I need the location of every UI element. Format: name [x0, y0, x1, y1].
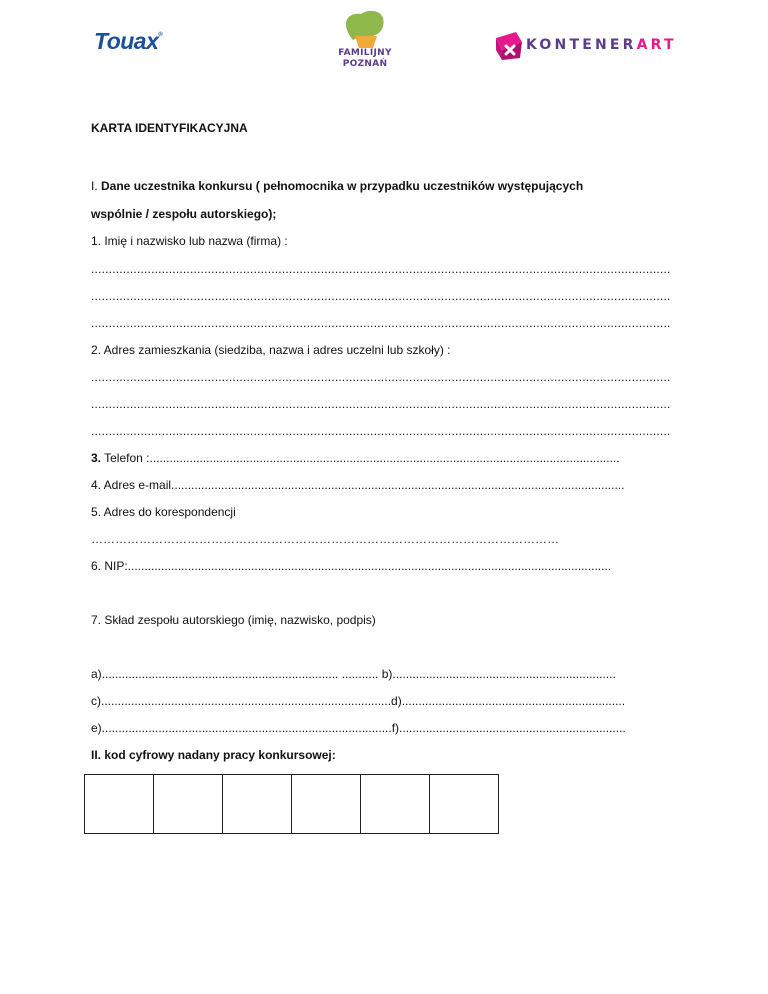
- correspondence-label: 5. Adres do korespondencji: [91, 505, 236, 519]
- code-cell-3[interactable]: [223, 775, 292, 834]
- code-cell-5[interactable]: [361, 775, 430, 834]
- address-line-2[interactable]: ....................................................................................................................................................................: [91, 397, 671, 411]
- address-line-3[interactable]: ....................................................................................................................................................................: [91, 424, 671, 438]
- phone-number-prefix: 3.: [91, 451, 102, 465]
- name-line-1[interactable]: ....................................................................................................................................................................: [91, 262, 671, 276]
- team-label: 7. Skład zespołu autorskiego (imię, nazwisko, podpis): [91, 613, 376, 627]
- address-line-1[interactable]: ....................................................................................................................................................................: [91, 370, 671, 384]
- touax-logo: Touax®: [94, 28, 163, 54]
- registered-mark: ®: [158, 32, 163, 39]
- phone-field[interactable]: [91, 451, 678, 465]
- familijny-logo-text: [327, 48, 403, 70]
- kontenerart-box-icon: [494, 30, 524, 62]
- team-row-cd[interactable]: c).......................................................................................d)...................................................................: [91, 694, 626, 708]
- document-title: KARTA IDENTYFIKACYJNA: [91, 121, 248, 135]
- name-line-2[interactable]: ....................................................................................................................................................................: [91, 289, 671, 303]
- nip-field[interactable]: 6. NIP:.................................................................................................................................................: [91, 559, 612, 573]
- address-label: 2. Adres zamieszkania (siedziba, nazwa i adres uczelni lub szkoły) :: [91, 343, 451, 357]
- familijny-line2: POZNAŃ: [342, 59, 388, 69]
- name-line-3[interactable]: ....................................................................................................................................................................: [91, 316, 671, 330]
- correspondence-line[interactable]: ………………………………………………………………………………………………………: [91, 532, 559, 546]
- section1-heading: [91, 179, 583, 193]
- section1-prefix: I.: [91, 179, 102, 193]
- team-row-ef[interactable]: e).......................................................................................f)....................................................................: [91, 721, 626, 735]
- section1-heading-line1: Dane uczestnika konkursu ( pełnomocnika w przypadku uczestników występujących: [101, 179, 584, 193]
- code-cell-6[interactable]: [430, 775, 499, 834]
- code-cell-1[interactable]: [85, 775, 154, 834]
- kontenerart-logo-text: KONTENERART: [526, 37, 677, 53]
- code-grid: [84, 774, 499, 834]
- familijny-line1: FAMILIJNY: [338, 48, 392, 58]
- name-label: 1. Imię i nazwisko lub nazwa (firma) :: [91, 234, 288, 248]
- section1-heading-line2: wspólnie / zespołu autorskiego);: [91, 207, 277, 221]
- code-cell-4[interactable]: [292, 775, 361, 834]
- phone-label: Telefon :.............................................................................................................................................: [101, 451, 620, 465]
- section2-heading: II. kod cyfrowy nadany pracy konkursowej:: [91, 748, 336, 762]
- team-row-ab[interactable]: a)....................................................................... ........... b)...................................................................: [91, 667, 616, 681]
- code-cell-2[interactable]: [154, 775, 223, 834]
- email-field[interactable]: 4. Adres e-mail........................................................................................................................................: [91, 478, 625, 492]
